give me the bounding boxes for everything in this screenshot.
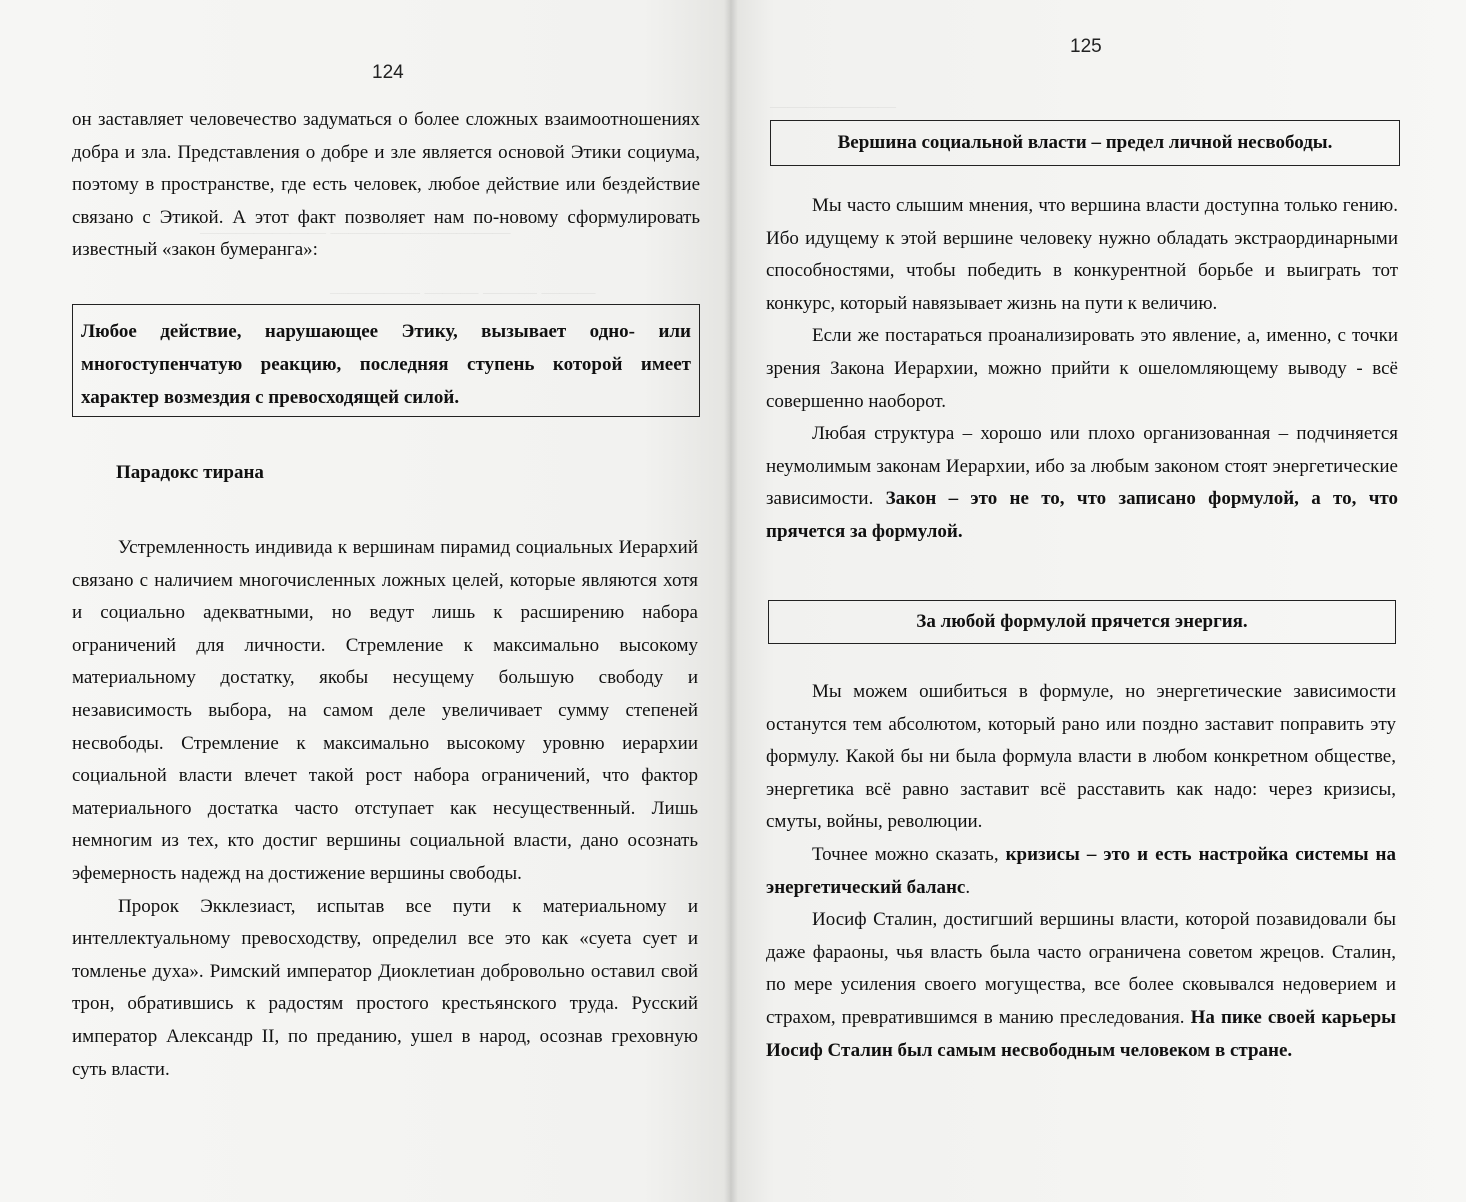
- paragraph-hierarchy-law: Если же постараться проанализировать это явление, а, именно, с точки зрения Закона Иерархии, можно прийти к ошеломляющему выводу - всё совершенно наоборот.: [766, 325, 1398, 412]
- boomerang-law-box: Любое действие, нарушающее Этику, вызывает одно- или многоступенчатую реакцию, последняя ступень которой имеет характер возмездия с превосходящей силой.: [72, 304, 700, 417]
- stalin-text: Иосиф Сталин, достигший вершины власти, которой позавидовали бы даже фараоны, чья власть была часто ограничена советом жрецов. Сталин, по мере усиления своего могущества, все более сковывался недоверием и страхом, превратившимся в манию преследования.: [766, 909, 1396, 1028]
- paragraph-stalin: [766, 904, 1396, 1067]
- intro-paragraph: он заставляет человечество задуматься о более сложных взаимоотношениях добра и зла. Представления о добре и зле является основой Этики социума, поэтому в пространстве, где есть человек, любое действие или бездействие связано с Этикой. А этот факт позволяет нам по-новому сформулировать известный «закон бумеранга»:: [72, 109, 700, 261]
- paragraph-aspiration: Устремленность индивида к вершинам пирамид социальных Иерархий связано с наличием многочисленных ложных целей, которые являются хотя и социально адекватными, но ведут лишь к расширению набора ограничений для личности. Стремление к максимально высокому материальному достатку, якобы несущему большую свободу и независимость выбора, на самом деле увеличивает сумму степеней несвободы. Стремление к максимально высокому уровню иерархии социальной власти влечет такой рост набора ограничений, что фактор материального достатка часто отступает как несущественный. Лишь немногим из тех, кто достиг вершины социальной власти, дано осознать эфемерность надежд на достижение вершины свободы.: [72, 537, 698, 884]
- page-number-right: 125: [1070, 36, 1102, 57]
- structure-text: Любая структура – хорошо или плохо организованная – подчиняется неумолимым законам Иерархии, ибо за любым законом стоят энергетические зависимости.: [766, 423, 1398, 510]
- crises-bold-text: кризисы – это и есть настройка системы на энергетический баланс: [766, 843, 1396, 898]
- right-body-text-top: [766, 190, 1398, 549]
- left-body-text: [72, 532, 698, 1086]
- show-through-text: ———————: [770, 96, 896, 116]
- heading-summit-power: Вершина социальной власти – предел личной несвободы.: [837, 132, 1333, 153]
- book-gutter: [724, 0, 738, 1202]
- heading-box-summit-power: [770, 120, 1400, 166]
- paragraph-formula: Мы можем ошибиться в формуле, но энергетические зависимости останутся тем абсолютом, который рано или поздно заставит поправить эту формулу. Какой бы ни была формула власти в любом конкретном обществе, энергетика всё равно заставит всё расставить как надо: через кризисы, смуты, войны, революции.: [766, 681, 1396, 833]
- stalin-bold-text: На пике своей карьеры Иосиф Сталин был самым несвободным человеком в стране.: [766, 1006, 1396, 1061]
- page-number-left: 124: [372, 62, 404, 83]
- crises-end: .: [965, 876, 971, 898]
- right-body-text-bottom: [766, 676, 1396, 1067]
- structure-bold-text: Закон – это не то, что записано формулой, а то, что прячется за формулой.: [766, 488, 1398, 542]
- paragraph-structure: [766, 418, 1398, 548]
- show-through-text: ——————— ——————————: [200, 222, 511, 242]
- heading-formula-energy: За любой формулой прячется энергия.: [916, 611, 1248, 632]
- left-intro-text: [72, 104, 700, 267]
- section-title-tyrant-paradox: Парадокс тирана: [116, 462, 264, 483]
- paragraph-genius: Мы часто слышим мнения, что вершина власти доступна только гению. Ибо идущему к этой вершине человеку нужно обладать экстраординарными способностями, чтобы победить в конкурентной борьбе и выиграть тот конкурс, который навязывает жизнь на пути к величию.: [766, 195, 1398, 314]
- crises-text: Точнее можно сказать,: [812, 843, 1006, 865]
- heading-box-formula-energy: [768, 600, 1396, 644]
- paragraph-crises: [766, 839, 1396, 904]
- show-through-text: ————— ——— ——— ———: [330, 282, 596, 302]
- paragraph-ecclesiastes: Пророк Экклезиаст, испытав все пути к материальному и интеллектуальному превосходству, определил все это как «суета сует и томленье духа». Римский император Диоклетиан добровольно оставил свой трон, обратившись к радостям простого крестьянского труда. Русский император Александр II, по преданию, ушел в народ, осознав греховную суть власти.: [72, 895, 698, 1080]
